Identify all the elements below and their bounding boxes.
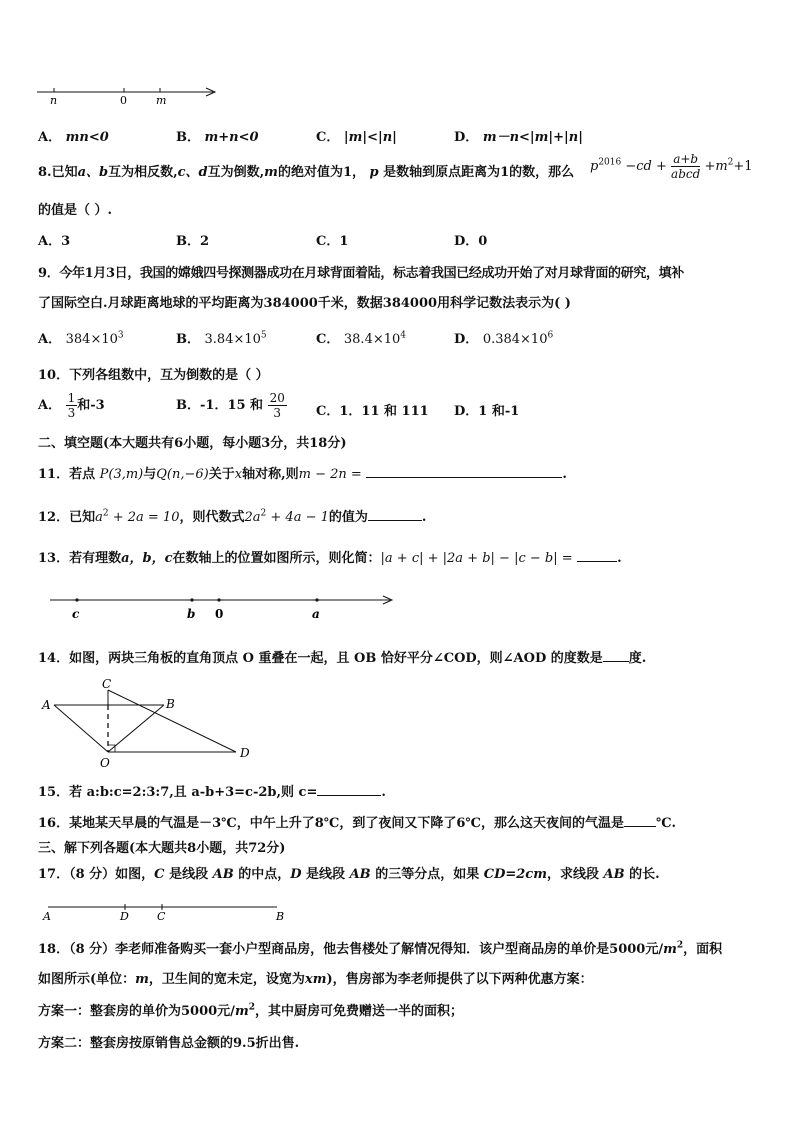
q7-option-b[interactable]	[176, 126, 259, 145]
fraction	[671, 152, 700, 181]
option-letter: A．	[38, 130, 62, 145]
question-18-line2	[38, 968, 593, 987]
question-13	[38, 547, 622, 566]
point-p: P(3,m)	[99, 467, 144, 482]
q7-option-a[interactable]	[38, 126, 109, 145]
option-text: 0	[478, 234, 488, 249]
unit: m	[135, 972, 149, 987]
q9-option-d[interactable]	[454, 328, 553, 347]
numerator: 1	[67, 391, 76, 405]
unit: m	[663, 942, 677, 957]
numerator: 20	[269, 391, 285, 405]
answer-blank[interactable]	[317, 795, 381, 796]
option-letter: B．	[176, 234, 200, 249]
q9-option-c[interactable]	[316, 328, 406, 347]
text: 如图所示(单位：	[38, 972, 136, 987]
section-heading-solutions: 三、解下列各题(本大题共8小题，共72分)	[38, 841, 286, 856]
text: 11．若点	[38, 467, 96, 482]
text: 方案一：整套房的单价为5000元/	[38, 1004, 235, 1019]
text: 13．若有理数	[38, 551, 122, 566]
option-letter: D．	[454, 404, 479, 419]
text: 的长.	[629, 867, 660, 882]
q8-expression	[590, 152, 753, 181]
expression: + 2a = 10	[108, 510, 180, 525]
question-8-stem	[38, 161, 574, 180]
text: 17．（8 分）如图，	[38, 867, 155, 882]
segment-ab: AB	[212, 867, 234, 882]
option-letter: A．	[38, 332, 62, 347]
denominator: 3	[67, 406, 76, 420]
variables: a，b，c	[121, 551, 173, 566]
option-text: 3	[61, 234, 71, 249]
answer-blank[interactable]	[603, 661, 629, 662]
option-letter: B．	[176, 332, 200, 347]
answer-blank[interactable]	[577, 561, 617, 562]
exponent: 4	[400, 330, 407, 341]
text: 轴对称,则	[242, 467, 299, 482]
text: 的中点，	[238, 867, 291, 882]
expression: + 4a − 1	[266, 510, 329, 525]
text: 互为相反数,	[108, 165, 178, 180]
segment-figure-q17	[40, 898, 300, 924]
var-x: xm	[304, 972, 327, 987]
question-11	[38, 463, 567, 482]
var-p: p	[590, 159, 599, 174]
question-9-line2: 了国际空白.月球距离地球的平均距离为384000千米，数据384000用科学记数法表示为( )	[38, 296, 571, 311]
text: 度.	[628, 651, 647, 666]
var-a: a	[95, 510, 103, 525]
number-line-q7	[30, 80, 230, 110]
vertex-label-d: D	[240, 746, 250, 760]
option-letter: D．	[454, 332, 479, 347]
text: 的值为	[328, 510, 368, 525]
point-label-a: a	[312, 607, 320, 621]
answer-blank[interactable]	[366, 477, 562, 478]
q9-option-b[interactable]	[176, 328, 267, 347]
text: .	[421, 510, 427, 525]
expr-part: −cd +	[625, 159, 667, 174]
text: .	[562, 467, 567, 482]
option-base: 38.4×10	[343, 332, 401, 347]
segment-ab: AB	[349, 867, 371, 882]
option-base: 3.84×10	[204, 332, 261, 347]
text: .	[617, 551, 622, 566]
vertex-label-a: A	[42, 698, 51, 712]
option-letter: A．	[38, 398, 62, 413]
exponent: 2	[727, 157, 734, 168]
text: 互为倒数,	[207, 165, 265, 180]
exponent: 2	[676, 940, 684, 951]
exponent: 5	[260, 330, 267, 341]
point-label-b: B	[276, 910, 285, 923]
var-m: m	[264, 165, 278, 180]
expression: 2a	[244, 510, 261, 525]
q8-option-c[interactable]	[316, 230, 348, 249]
fraction	[268, 391, 287, 420]
exponent: 6	[547, 330, 554, 341]
point-label-a: A	[43, 910, 51, 923]
var-ab: a、b	[77, 165, 109, 180]
q7-option-c[interactable]	[316, 126, 397, 145]
option-text: m－n<|m|+|n|	[482, 130, 583, 145]
text: 15．若 a:b:c=2:3:7,且 a-b+3=c-2b,则 c=	[38, 785, 318, 800]
q10-option-d[interactable]	[454, 400, 519, 419]
option-letter: D．	[454, 130, 479, 145]
text: ，卫生间的宽未定，设宽为	[148, 972, 305, 987]
text: ℃.	[655, 816, 677, 831]
expression: m − 2n =	[298, 467, 362, 482]
unit: m	[234, 1004, 249, 1019]
text: ，其中厨房可免费赠送一半的面积；	[254, 1004, 463, 1019]
option-base: 384×10	[65, 332, 118, 347]
q9-option-a[interactable]	[38, 328, 124, 347]
q8-option-a[interactable]	[38, 230, 70, 249]
exponent: 2	[102, 508, 109, 519]
point-label-d: D	[120, 910, 129, 923]
option-letter: C．	[316, 332, 340, 347]
text: ，求线段	[546, 867, 599, 882]
condition: CD=2cm	[483, 867, 547, 882]
q8-option-d[interactable]	[454, 230, 487, 249]
question-9-line1: 9．今年1月3日，我国的嫦娥四号探测器成功在月球背面着陆，标志着我国已经成功开始了对月球背面的研究，填补	[38, 266, 684, 281]
exponent: 2016	[598, 157, 622, 168]
option-text: -1．15 和	[200, 398, 264, 413]
option-text: 2	[200, 234, 210, 249]
var-c: C	[154, 867, 165, 882]
point-q: Q(n,−6)	[156, 467, 209, 482]
question-15	[38, 781, 386, 800]
text: )，售房部为李老师提供了以下两种优惠方案：	[326, 972, 593, 987]
q10-option-c[interactable]	[316, 400, 429, 419]
answer-blank[interactable]	[368, 520, 422, 521]
text: 14．如图，两块三角板的直角顶点 O 重叠在一起，且 OB 恰好平分∠COD，则∠AOD 的度数是	[38, 651, 603, 666]
var-x: x	[234, 467, 243, 482]
option-letter: B．	[176, 130, 200, 145]
triangle-figure-q14	[36, 674, 266, 774]
option-letter: C．	[316, 130, 340, 145]
question-10-stem: 10．下列各组数中，互为倒数的是（ ）	[38, 368, 269, 383]
exponent: 3	[117, 330, 124, 341]
tick-label-zero: 0	[120, 94, 127, 107]
tick-label-n: n	[50, 94, 58, 107]
text: 18．（8 分）李老师准备购买一套小户型商品房，他去售楼处了解情况得知．该户型商品房的单价是5000元/	[38, 942, 664, 957]
text: 的绝对值为1，	[277, 165, 365, 180]
text: 关于	[208, 467, 235, 482]
expr-part: +1	[733, 159, 753, 174]
q8-option-b[interactable]	[176, 230, 209, 249]
point-label-zero: 0	[215, 607, 224, 621]
var-d: D	[290, 867, 302, 882]
option-text: 1．11 和 111	[339, 404, 429, 419]
option-letter: B．	[176, 398, 200, 413]
text: 是线段	[306, 867, 346, 882]
question-17	[38, 863, 660, 882]
option-letter: A．	[38, 234, 62, 249]
question-12	[38, 506, 426, 525]
text: ，面积	[683, 942, 723, 957]
question-18-plan2: 方案二：整套房按原销售总金额的9.5折出售.	[38, 1036, 300, 1051]
option-text: 1	[339, 234, 349, 249]
text: 是数轴到原点距离为1的数，那么	[383, 165, 575, 180]
var-p: p	[369, 165, 379, 180]
text: 8.已知	[38, 165, 78, 180]
option-text: |m|<|n|	[343, 130, 397, 145]
text: .	[381, 785, 386, 800]
answer-blank[interactable]	[624, 826, 656, 827]
numerator: a+b	[671, 152, 700, 167]
text: 是线段	[169, 867, 209, 882]
q10-option-b[interactable]	[176, 391, 287, 420]
question-18-plan1	[38, 1000, 463, 1019]
exponent: 2	[260, 508, 267, 519]
option-text: 和-3	[77, 398, 105, 413]
vertex-label-b: B	[166, 697, 175, 711]
vertex-label-o: O	[100, 756, 110, 770]
vertex-label-c: C	[102, 677, 112, 691]
text: 12．已知	[38, 510, 96, 525]
option-text: m+n<0	[204, 130, 259, 145]
denominator: abcd	[671, 167, 701, 181]
tick-label-m: m	[156, 94, 167, 107]
option-base: 0.384×10	[482, 332, 548, 347]
fraction	[66, 391, 78, 420]
point-label-b: b	[187, 607, 196, 621]
expr-part: +m	[704, 159, 728, 174]
var-cd: c、d	[177, 165, 208, 180]
question-8-line2: 的值是（ ）.	[38, 203, 113, 218]
point-label-c: C	[157, 910, 166, 923]
text: 16．某地某天早晨的气温是－3℃，中午上升了8℃，到了夜间又下降了6℃，那么这天夜间的气温是	[38, 816, 624, 831]
exponent: 2	[248, 1002, 255, 1013]
text: ，则代数式	[179, 510, 245, 525]
question-16	[38, 812, 676, 831]
option-letter: D．	[454, 234, 479, 249]
expression: |a + c| + |2a + b| − |c − b| =	[380, 551, 573, 566]
q10-option-a[interactable]	[38, 391, 105, 420]
option-letter: C．	[316, 234, 340, 249]
option-text: mn<0	[65, 130, 109, 145]
option-text: 1 和-1	[478, 404, 520, 419]
point-label-c: c	[72, 607, 80, 621]
segment-ab: AB	[603, 867, 625, 882]
q7-option-d[interactable]	[454, 126, 583, 145]
option-letter: C．	[316, 404, 340, 419]
question-14	[38, 647, 646, 666]
text: 与	[143, 467, 157, 482]
denominator: 3	[273, 406, 282, 420]
text: 的三等分点，如果	[375, 867, 480, 882]
question-18-line1	[38, 938, 722, 957]
number-line-q13	[40, 590, 400, 622]
text: 在数轴上的位置如图所示，则化简：	[172, 551, 381, 566]
section-heading-fill-in: 二、填空题(本大题共有6小题，每小题3分，共18分)	[38, 436, 347, 451]
